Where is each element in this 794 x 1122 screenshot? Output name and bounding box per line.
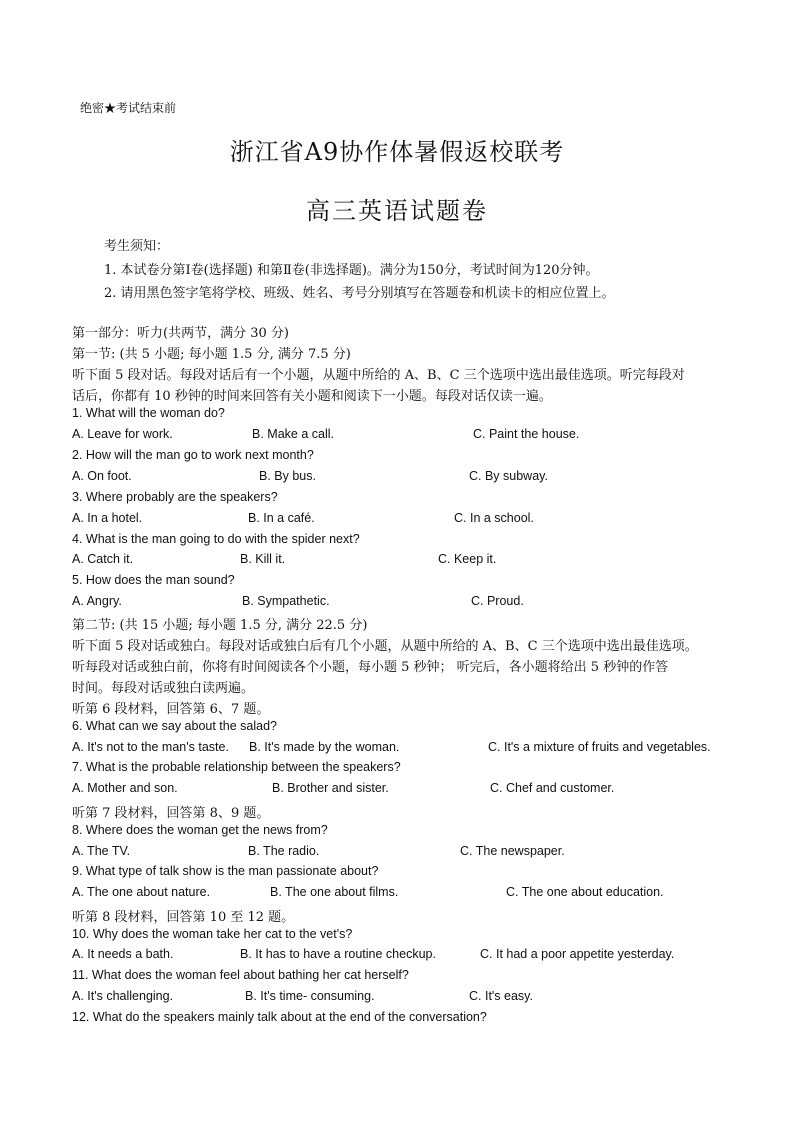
secret-mark: 绝密★考试结束前 <box>80 101 177 115</box>
section2-instruction-2: 听每段对话或独白前，你将有时间阅读各个小题，每小题 5 秒钟； 听完后，各小题将给出 5 秒钟的作答 <box>72 660 669 675</box>
option-6a: A. It's not to the man's taste. <box>72 740 229 754</box>
question-9: 9. What type of talk show is the man passionate about? <box>72 864 379 878</box>
option-10a: A. It needs a bath. <box>72 947 174 961</box>
material-8-label: 听第 8 段材料，回答第 10 至 12 题。 <box>72 910 295 925</box>
option-9b: B. The one about films. <box>270 885 399 899</box>
option-2b: B. By bus. <box>259 469 316 483</box>
material-7-label: 听第 7 段材料，回答第 8、9 题。 <box>72 806 270 821</box>
question-2: 2. How will the man go to work next month? <box>72 448 314 462</box>
option-10c: C. It had a poor appetite yesterday. <box>480 947 675 961</box>
option-3c: C. In a school. <box>454 511 534 525</box>
option-4b: B. Kill it. <box>240 552 286 566</box>
option-1c: C. Paint the house. <box>473 427 580 441</box>
question-8: 8. Where does the woman get the news from? <box>72 823 328 837</box>
option-11a: A. It's challenging. <box>72 989 174 1003</box>
option-2a: A. On foot. <box>72 469 132 483</box>
question-6: 6. What can we say about the salad? <box>72 719 277 733</box>
question-5: 5. How does the man sound? <box>72 573 235 587</box>
option-5a: A. Angry. <box>72 594 122 608</box>
question-4: 4. What is the man going to do with the spider next? <box>72 532 360 546</box>
option-8c: C. The newspaper. <box>460 844 565 858</box>
question-12: 12. What do the speakers mainly talk about at the end of the conversation? <box>72 1010 487 1024</box>
notice-item-1: 1. 本试卷分第Ⅰ卷(选择题) 和第Ⅱ卷(非选择题)。满分为150分，考试时间为120分钟。 <box>104 263 599 278</box>
option-6b: B. It's made by the woman. <box>249 740 400 754</box>
question-10: 10. Why does the woman take her cat to the vet's? <box>72 927 353 941</box>
option-2c: C. By subway. <box>469 469 548 483</box>
option-6c: C. It's a mixture of fruits and vegetables. <box>488 740 711 754</box>
exam-title: 浙江省A9协作体暑假返校联考 <box>229 138 565 166</box>
notice-heading: 考生须知： <box>104 239 170 254</box>
section1-heading: 第一节: (共 5 小题; 每小题 1.5 分, 满分 7.5 分) <box>72 347 351 362</box>
option-8b: B. The radio. <box>248 844 320 858</box>
option-9c: C. The one about education. <box>506 885 664 899</box>
section2-instruction-1: 听下面 5 段对话或独白。每段对话或独白后有几个小题，从题中所给的 A、B、C 三个选项中选出最佳选项。 <box>72 639 698 654</box>
option-3a: A. In a hotel. <box>72 511 143 525</box>
option-3b: B. In a café. <box>248 511 315 525</box>
option-7a: A. Mother and son. <box>72 781 178 795</box>
section1-instruction-1: 听下面 5 段对话。每段对话后有一个小题，从题中所给的 A、B、C 三个选项中选出最佳选项。听完每段对 <box>72 368 685 383</box>
section2-instruction-3: 时间。每段对话或独白读两遍。 <box>72 681 255 696</box>
option-10b: B. It has to have a routine checkup. <box>240 947 436 961</box>
exam-subtitle: 高三英语试题卷 <box>306 197 488 225</box>
option-11c: C. It's easy. <box>469 989 533 1003</box>
option-11b: B. It's time- consuming. <box>245 989 375 1003</box>
material-6-label: 听第 6 段材料，回答第 6、7 题。 <box>72 702 270 717</box>
option-4a: A. Catch it. <box>72 552 134 566</box>
option-7c: C. Chef and customer. <box>490 781 615 795</box>
option-1b: B. Make a call. <box>252 427 334 441</box>
option-5b: B. Sympathetic. <box>242 594 330 608</box>
option-9a: A. The one about nature. <box>72 885 211 899</box>
question-7: 7. What is the probable relationship between the speakers? <box>72 760 401 774</box>
section2-heading: 第二节: (共 15 小题; 每小题 1.5 分, 满分 22.5 分) <box>72 618 368 633</box>
part1-heading: 第一部分：听力(共两节，满分 30 分) <box>72 326 289 341</box>
question-3: 3. Where probably are the speakers? <box>72 490 278 504</box>
option-1a: A. Leave for work. <box>72 427 173 441</box>
notice-item-2: 2. 请用黑色签字笔将学校、班级、姓名、考号分别填写在答题卷和机读卡的相应位置上。 <box>104 286 615 301</box>
section1-instruction-2: 话后，你都有 10 秒钟的时间来回答有关小题和阅读下一小题。每段对话仅读一遍。 <box>72 389 552 404</box>
question-1: 1. What will the woman do? <box>72 406 225 420</box>
option-8a: A. The TV. <box>72 844 131 858</box>
option-4c: C. Keep it. <box>438 552 497 566</box>
question-11: 11. What does the woman feel about bathing her cat herself? <box>72 968 409 982</box>
option-7b: B. Brother and sister. <box>272 781 389 795</box>
option-5c: C. Proud. <box>471 594 524 608</box>
